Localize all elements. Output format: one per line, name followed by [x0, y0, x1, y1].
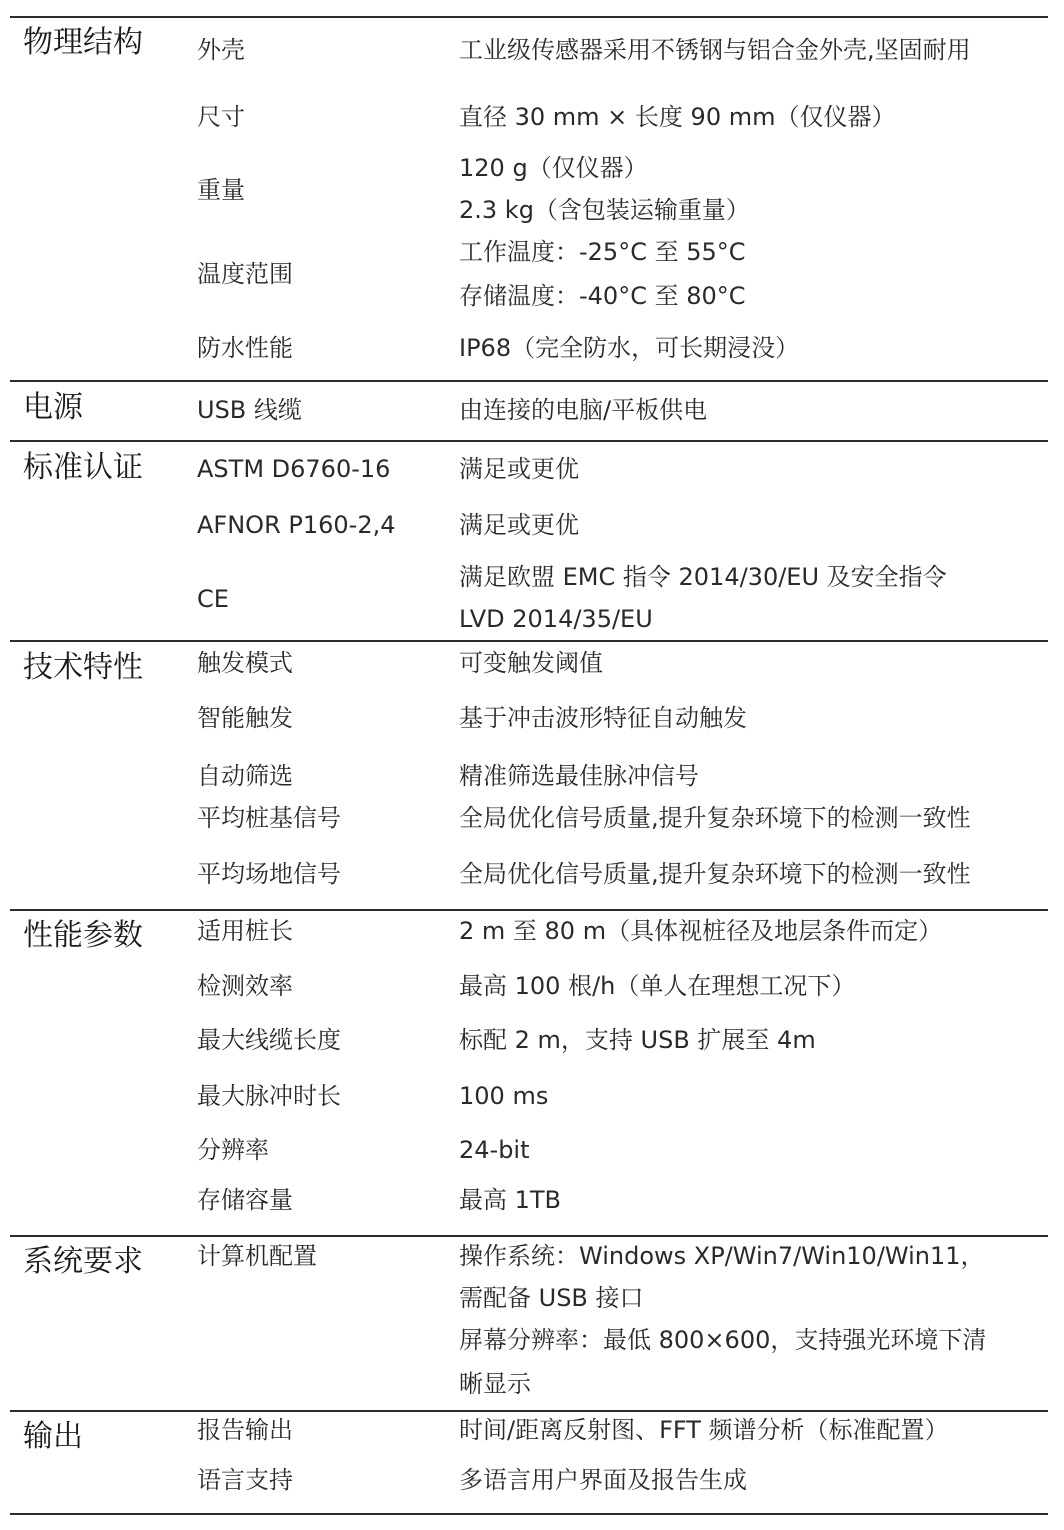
- row-label: 防水性能: [197, 334, 293, 362]
- table-rule: [10, 1235, 1048, 1237]
- section-title-technical-features: 技术特性: [23, 650, 143, 685]
- row-value: LVD 2014/35/EU: [459, 605, 653, 633]
- row-value: 工业级传感器采用不锈钢与铝合金外壳,坚固耐用: [459, 36, 971, 64]
- row-label: 检测效率: [197, 972, 293, 1000]
- row-label: 平均场地信号: [197, 860, 341, 888]
- row-label: AFNOR P160-2,4: [197, 511, 396, 539]
- row-value: 24-bit: [459, 1136, 530, 1164]
- row-label: 重量: [197, 176, 245, 204]
- row-value: 多语言用户界面及报告生成: [459, 1466, 747, 1494]
- row-value: 基于冲击波形特征自动触发: [459, 704, 747, 732]
- table-rule: [10, 909, 1048, 911]
- row-value: 最高 1TB: [459, 1186, 562, 1214]
- row-value: 存储温度：-40°C 至 80°C: [459, 282, 746, 310]
- row-value: 满足欧盟 EMC 指令 2014/30/EU 及安全指令: [459, 563, 947, 591]
- row-value: 晰显示: [459, 1370, 531, 1398]
- row-label: 最大脉冲时长: [197, 1082, 341, 1110]
- row-value: 全局优化信号质量,提升复杂环境下的检测一致性: [459, 804, 971, 832]
- row-value: 时间/距离反射图、FFT 频谱分析（标准配置）: [459, 1416, 949, 1444]
- row-value: 满足或更优: [459, 455, 579, 483]
- row-value: 屏幕分辨率：最低 800×600，支持强光环境下清: [459, 1326, 987, 1354]
- table-rule: [10, 440, 1048, 442]
- row-value: 2 m 至 80 m（具体视桩径及地层条件而定）: [459, 917, 943, 945]
- row-value: 可变触发阈值: [459, 649, 603, 677]
- section-title-performance: 性能参数: [23, 918, 143, 953]
- row-label: 尺寸: [197, 103, 245, 131]
- row-value: 2.3 kg（含包装运输重量）: [459, 196, 750, 224]
- row-label: ASTM D6760-16: [197, 455, 391, 483]
- section-title-physical: 物理结构: [23, 25, 143, 60]
- section-title-output: 输出: [23, 1419, 83, 1454]
- row-value: 100 ms: [459, 1082, 549, 1110]
- table-rule: [10, 1513, 1048, 1515]
- row-value: 工作温度：-25°C 至 55°C: [459, 238, 746, 266]
- row-label: 温度范围: [197, 260, 293, 288]
- row-label: USB 线缆: [197, 396, 302, 424]
- row-value: 最高 100 根/h（单人在理想工况下）: [459, 972, 856, 1000]
- section-title-power: 电源: [23, 390, 83, 425]
- section-title-certification: 标准认证: [23, 450, 143, 485]
- row-label: 适用桩长: [197, 917, 293, 945]
- row-value: 由连接的电脑/平板供电: [459, 396, 708, 424]
- table-rule: [10, 16, 1048, 18]
- row-label: 外壳: [197, 36, 245, 64]
- row-label: 最大线缆长度: [197, 1026, 341, 1054]
- row-label: 报告输出: [197, 1416, 293, 1444]
- row-label: 平均桩基信号: [197, 804, 341, 832]
- row-value: 精准筛选最佳脉冲信号: [459, 762, 699, 790]
- table-rule: [10, 1410, 1048, 1412]
- row-label: CE: [197, 585, 229, 613]
- section-title-system-requirements: 系统要求: [23, 1244, 143, 1279]
- row-value: 全局优化信号质量,提升复杂环境下的检测一致性: [459, 860, 971, 888]
- row-value: 标配 2 m，支持 USB 扩展至 4m: [459, 1026, 816, 1054]
- row-value: 需配备 USB 接口: [459, 1284, 644, 1312]
- row-value: IP68（完全防水，可长期浸没）: [459, 334, 800, 362]
- row-label: 智能触发: [197, 704, 293, 732]
- table-rule: [10, 640, 1048, 642]
- row-label: 存储容量: [197, 1186, 293, 1214]
- row-value: 直径 30 mm × 长度 90 mm（仅仪器）: [459, 103, 896, 131]
- row-label: 自动筛选: [197, 762, 293, 790]
- row-label: 分辨率: [197, 1136, 269, 1164]
- row-label: 计算机配置: [197, 1242, 317, 1270]
- row-value: 操作系统：Windows XP/Win7/Win10/Win11，: [459, 1242, 985, 1270]
- table-rule: [10, 380, 1048, 382]
- row-label: 语言支持: [197, 1466, 293, 1494]
- row-value: 满足或更优: [459, 511, 579, 539]
- row-label: 触发模式: [197, 649, 293, 677]
- row-value: 120 g（仅仪器）: [459, 154, 648, 182]
